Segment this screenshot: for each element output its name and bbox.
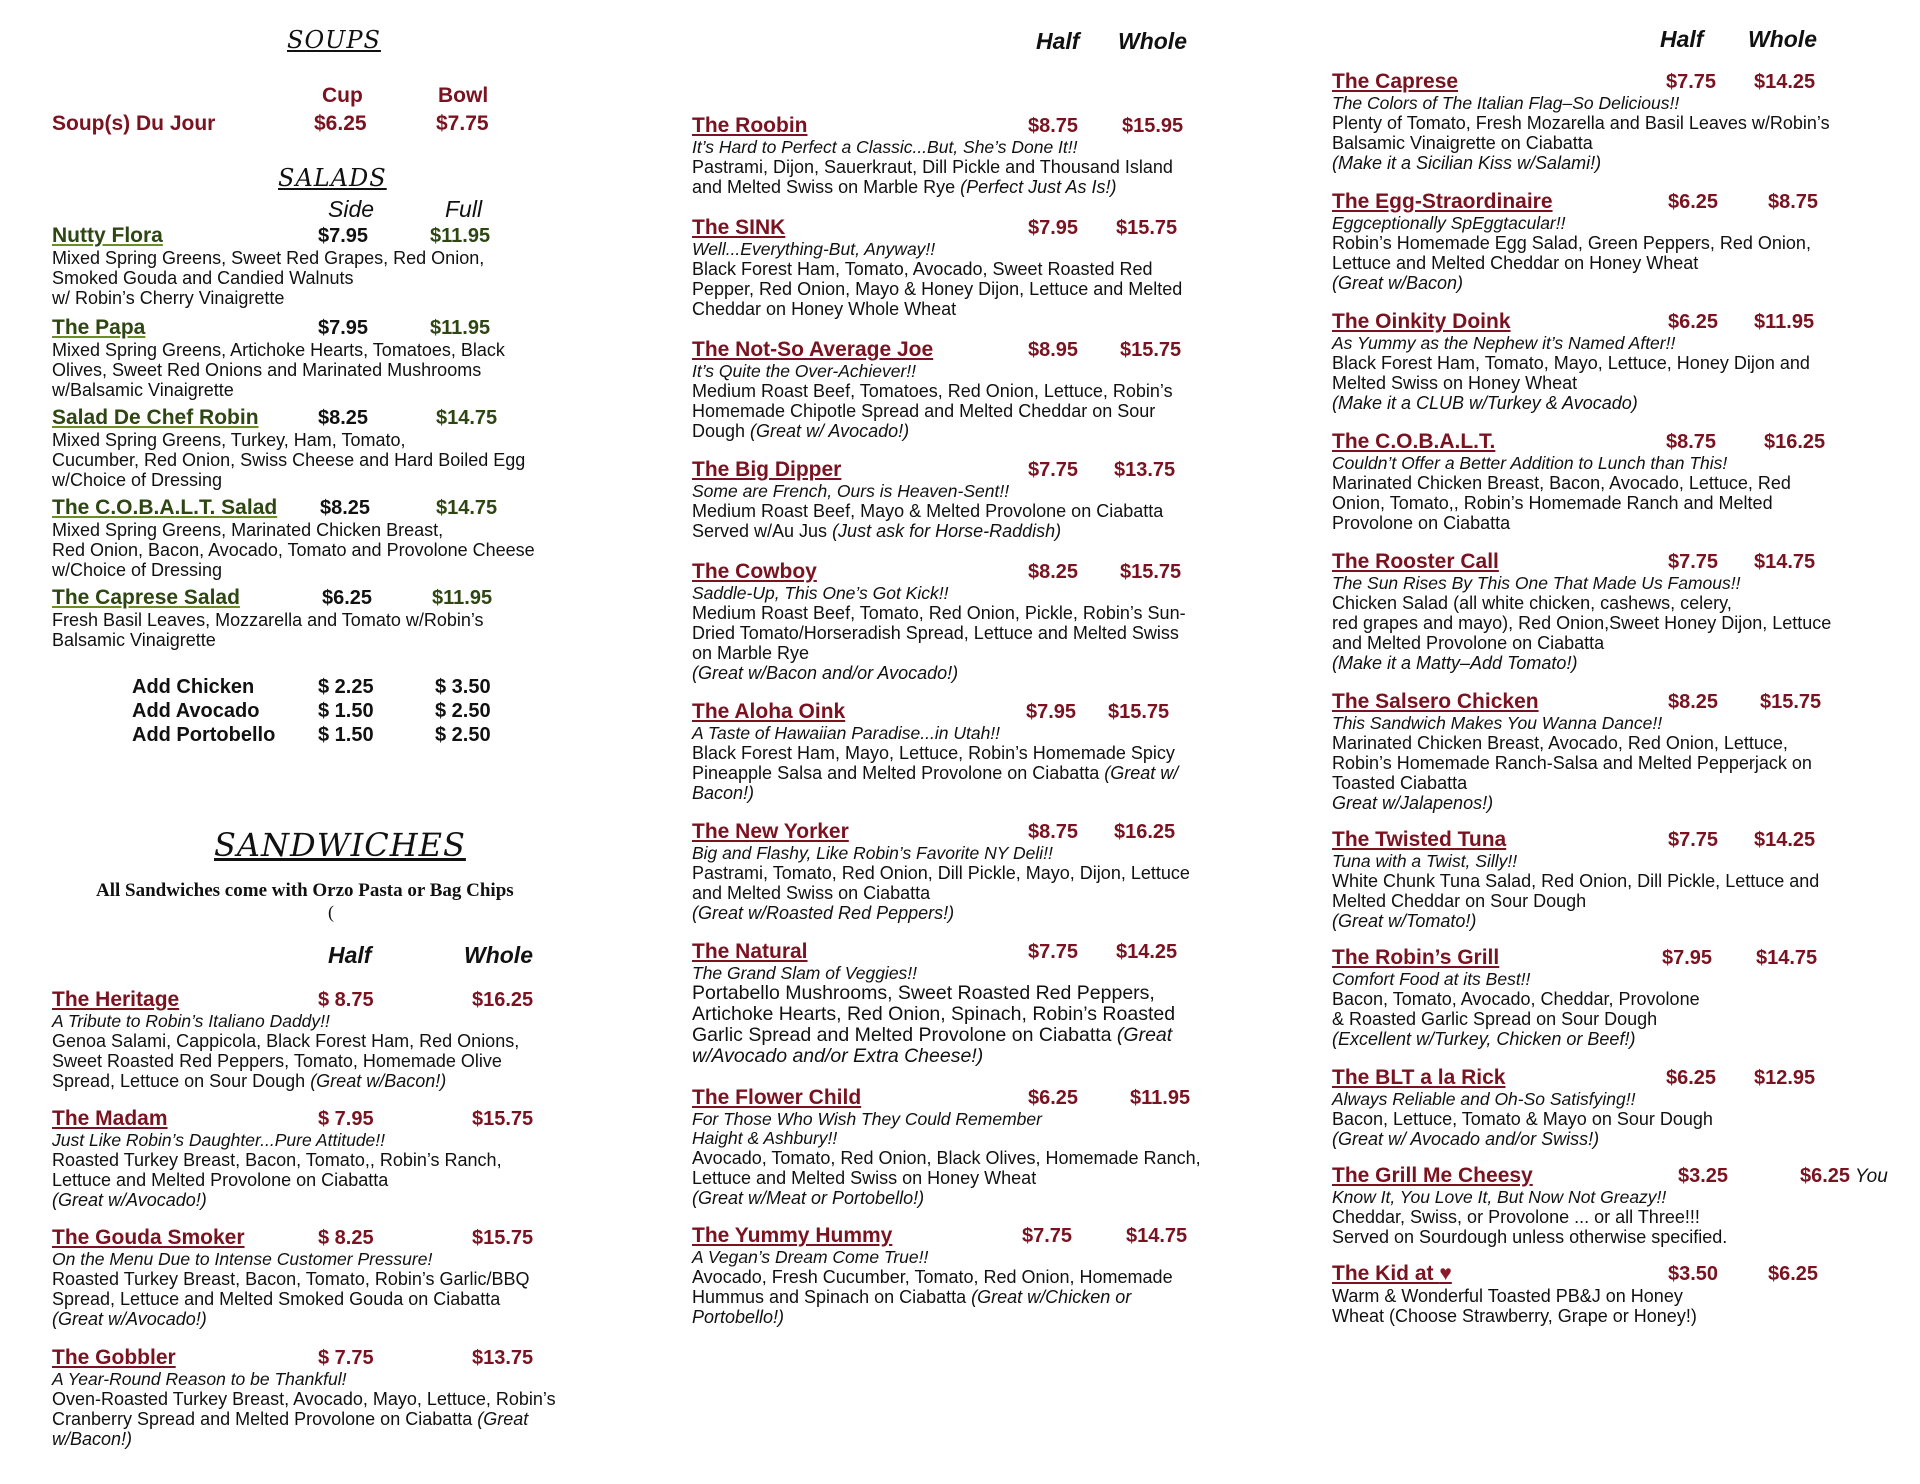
sandwich-name: The Aloha Oink [692, 700, 846, 723]
salad-full-price: $11.95 [430, 225, 491, 247]
sandwich-desc-line: Black Forest Ham, Mayo, Lettuce, Robin’s Homemade Spicy [692, 743, 1175, 763]
soups-heading: SOUPS [287, 26, 381, 54]
sandwich-note: w/Avocado and/or Extra Cheese!) [692, 1045, 984, 1067]
salad-desc-line: Balsamic Vinaigrette [52, 630, 216, 650]
sandwich-desc-line: red grapes and mayo), Red Onion,Sweet Honey Dijon, Lettuce [1332, 613, 1832, 633]
sandwich-desc-line: Balsamic Vinaigrette on Ciabatta [1332, 133, 1593, 153]
sandwich-desc-line: Melted Cheddar on Sour Dough [1332, 891, 1587, 911]
sandwich-desc-line: Robin’s Homemade Egg Salad, Green Peppers, Red Onion, [1332, 233, 1811, 253]
soups-col-cup: Cup [322, 84, 363, 107]
sandwich-desc-line: Chicken Salad (all white chicken, cashews, celery, [1332, 593, 1732, 613]
sandwich-desc-line: & Roasted Garlic Spread on Sour Dough [1332, 1009, 1658, 1029]
sandwich-tagline: Just Like Robin’s Daughter...Pure Attitude!! [52, 1130, 386, 1150]
sandwich-desc-line: Lettuce and Melted Provolone on Ciabatta [52, 1170, 389, 1190]
sandwich-note: (Great w/Bacon and/or Avocado!) [692, 663, 959, 683]
salad-desc-line: Smoked Gouda and Candied Walnuts [52, 268, 354, 288]
sandwich-desc-line: Wheat (Choose Strawberry, Grape or Honey!) [1332, 1306, 1697, 1326]
sandwich-tagline: It’s Hard to Perfect a Classic...But, She’s Done It!! [692, 137, 1078, 157]
sandwich-whole-price: $11.95 [1130, 1087, 1191, 1109]
sandwich-note: (Great w/Avocado!) [52, 1309, 207, 1329]
sandwich-note: w/Bacon!) [52, 1429, 133, 1449]
col1-half-header: Half [328, 942, 372, 968]
sandwich-half-price: $7.95 [1026, 701, 1077, 723]
sandwich-note: Portobello!) [692, 1307, 785, 1327]
sandwich-desc-line: Roasted Turkey Breast, Bacon, Tomato, Robin’s Garlic/BBQ [52, 1269, 530, 1289]
addon-name: Add Chicken [132, 676, 255, 698]
sandwich-desc-line: Avocado, Fresh Cucumber, Tomato, Red Onion, Homemade [692, 1267, 1173, 1287]
salad-desc-line: Olives, Sweet Red Onions and Marinated Mushrooms [52, 360, 482, 380]
sandwich-name: The Not-So Average Joe [692, 338, 934, 361]
sandwich-half-price: $7.95 [1028, 217, 1079, 239]
sandwich-name: The Madam [52, 1107, 168, 1130]
sandwich-name: The Yummy Hummy [692, 1224, 893, 1247]
sandwich-desc-line: Lettuce and Melted Swiss on Honey Wheat [692, 1168, 1037, 1188]
sandwich-tagline: A Taste of Hawaiian Paradise...in Utah!! [692, 723, 1001, 743]
sandwich-item [52, 1226, 617, 1329]
sandwich-item [692, 700, 1262, 803]
sandwich-note: (Great w/Chicken or [971, 1287, 1132, 1307]
sandwich-tagline: Haight & Ashbury!! [692, 1128, 838, 1148]
salad-desc-line: Fresh Basil Leaves, Mozzarella and Tomato w/Robin’s [52, 610, 484, 630]
sandwich-half-price: $7.75 [1028, 941, 1079, 963]
salad-desc-line: w/Balsamic Vinaigrette [52, 380, 234, 400]
sandwich-desc-line: Sweet Roasted Red Peppers, Tomato, Homemade Olive [52, 1051, 502, 1071]
sandwich-name: The Twisted Tuna [1332, 828, 1507, 851]
addon-name: Add Avocado [132, 700, 260, 722]
sandwich-whole-price: $14.75 [1754, 551, 1816, 573]
salad-full-price: $11.95 [430, 317, 491, 339]
sandwich-half-price: $8.75 [1028, 821, 1079, 843]
sandwich-whole-price: $6.25 [1800, 1165, 1851, 1187]
sandwich-desc-line: Cranberry Spread and Melted Provolone on Ciabatta [52, 1409, 478, 1429]
sandwich-whole-price: $16.25 [1114, 821, 1176, 843]
sandwiches-note-paren: ( [328, 902, 334, 922]
sandwich-name: The Robin’s Grill [1332, 946, 1500, 969]
sandwich-desc-line: Pineapple Salsa and Melted Provolone on Ciabatta [692, 763, 1105, 783]
sandwich-half-price: $7.95 [1662, 947, 1713, 969]
salad-full-price: $14.75 [436, 407, 498, 429]
salad-side-price: $6.25 [322, 587, 373, 609]
salad-desc-line: Mixed Spring Greens, Marinated Chicken Breast, [52, 520, 444, 540]
sandwich-name: The Roobin [692, 114, 808, 137]
sandwich-tagline: Some are French, Ours is Heaven-Sent!! [692, 481, 1010, 501]
sandwich-item [692, 560, 1262, 683]
sandwich-tagline: Eggceptionally SpEggtacular!! [1332, 213, 1566, 233]
sandwich-tagline: For Those Who Wish They Could Remember [692, 1109, 1042, 1129]
sandwich-note: (Great w/Avocado!) [52, 1190, 207, 1210]
sandwich-desc-line: Pastrami, Tomato, Red Onion, Dill Pickle, Mayo, Dijon, Lettuce [692, 863, 1190, 883]
sandwich-name: The Egg-Straordinaire [1332, 190, 1553, 213]
sandwich-half-price: $8.75 [1666, 431, 1717, 453]
sandwich-item [52, 1346, 617, 1449]
sandwich-note: (Great w/Bacon) [1332, 273, 1464, 293]
sandwich-desc-line: Marinated Chicken Breast, Bacon, Avocado, Lettuce, Red [1332, 473, 1791, 493]
sandwich-item [692, 940, 1262, 1067]
sandwich-half-price: $3.50 [1668, 1263, 1719, 1285]
salad-desc-line: Mixed Spring Greens, Turkey, Ham, Tomato, [52, 430, 406, 450]
salad-desc-line: w/ Robin’s Cherry Vinaigrette [52, 288, 285, 308]
sandwich-whole-price: $14.75 [1756, 947, 1818, 969]
sandwich-desc-line: Cheddar, Swiss, or Provolone ... or all Three!!! [1332, 1207, 1700, 1227]
sandwich-item [1332, 690, 1907, 813]
sandwich-note: (Excellent w/Turkey, Chicken or Beef!) [1332, 1029, 1636, 1049]
salad-item [52, 586, 617, 650]
sandwich-note: (Make it a Matty–Add Tomato!) [1332, 653, 1578, 673]
sandwich-whole-price: $15.75 [1120, 561, 1182, 583]
sandwich-item [1332, 70, 1907, 173]
sandwich-desc-line: Roasted Turkey Breast, Bacon, Tomato,, Robin’s Ranch, [52, 1150, 502, 1170]
sandwich-whole-price: $15.95 [1122, 115, 1184, 137]
sandwich-tagline: On the Menu Due to Intense Customer Pressure! [52, 1249, 433, 1269]
sandwich-desc-line: Lettuce and Melted Cheddar on Honey Wheat [1332, 253, 1699, 273]
salad-item [52, 496, 617, 580]
sandwich-item [692, 338, 1262, 441]
sandwich-note: (Just ask for Horse-Raddish) [832, 521, 1062, 541]
sandwich-whole-price: $14.75 [1126, 1225, 1188, 1247]
sandwich-desc-line: Hummus and Spinach on Ciabatta [692, 1287, 972, 1307]
sandwich-name: The Heritage [52, 988, 180, 1011]
salad-side-price: $8.25 [318, 407, 369, 429]
sandwich-half-price: $7.75 [1022, 1225, 1073, 1247]
sandwich-tagline: Always Reliable and Oh-So Satisfying!! [1332, 1089, 1636, 1109]
salad-item [52, 406, 617, 490]
sandwich-item [1332, 310, 1907, 413]
sandwich-whole-price: $16.25 [1764, 431, 1826, 453]
sandwich-desc-line: Garlic Spread and Melted Provolone on Ciabatta [692, 1024, 1117, 1046]
sandwich-half-price: $6.25 [1668, 191, 1719, 213]
sandwich-desc-line: Medium Roast Beef, Tomato, Red Onion, Pickle, Robin’s Sun- [692, 603, 1186, 623]
col3-whole-header: Whole [1748, 26, 1817, 52]
sandwich-item [1332, 828, 1907, 931]
sandwich-desc-line: Served on Sourdough unless otherwise specified. [1332, 1227, 1728, 1247]
sandwich-whole-price: $12.95 [1754, 1067, 1816, 1089]
salad-full-price: $14.75 [436, 497, 498, 519]
sandwich-item [692, 820, 1262, 923]
sandwich-tagline: Saddle-Up, This One’s Got Kick!! [692, 583, 949, 603]
salad-name: The Papa [52, 316, 146, 339]
sandwich-note: (Great w/Meat or Portobello!) [692, 1188, 925, 1208]
sandwich-item [1332, 1164, 1907, 1247]
sandwich-item [52, 1107, 617, 1210]
sandwich-name: The Rooster Call [1332, 550, 1499, 573]
addon-full-price: $ 2.50 [435, 700, 491, 722]
sandwich-desc-line: Genoa Salami, Cappicola, Black Forest Ham, Red Onions, [52, 1031, 520, 1051]
sandwich-half-price: $6.25 [1028, 1087, 1079, 1109]
sandwich-tagline: A Year-Round Reason to be Thankful! [52, 1369, 347, 1389]
sandwich-desc-line: Black Forest Ham, Tomato, Avocado, Sweet Roasted Red [692, 259, 1153, 279]
salad-name: Salad De Chef Robin [52, 406, 259, 429]
salads-col-full: Full [445, 196, 483, 222]
sandwich-whole-price: $14.25 [1754, 829, 1816, 851]
sandwich-whole-price: $15.75 [1116, 217, 1178, 239]
sandwich-desc-line: Homemade Chipotle Spread and Melted Cheddar on Sour [692, 401, 1156, 421]
sandwich-name: The Salsero Chicken [1332, 690, 1539, 713]
sandwich-item [1332, 1066, 1907, 1149]
sandwich-desc-line: Onion, Tomato,, Robin’s Homemade Ranch and Melted [1332, 493, 1773, 513]
salad-desc-line: Cucumber, Red Onion, Swiss Cheese and Hard Boiled Egg [52, 450, 526, 470]
sandwich-name: The C.O.B.A.L.T. [1332, 430, 1496, 453]
sandwich-name: The Gobbler [52, 1346, 176, 1369]
sandwich-tagline: As Yummy as the Nephew it’s Named After!! [1332, 333, 1676, 353]
sandwich-whole-price: $16.25 [472, 989, 534, 1011]
salad-side-price: $7.95 [318, 225, 369, 247]
sandwich-half-price: $ 7.75 [318, 1347, 374, 1369]
sandwich-half-price: $ 8.25 [318, 1227, 374, 1249]
sandwich-whole-price: $13.75 [1114, 459, 1176, 481]
sandwich-whole-price: $15.75 [472, 1108, 534, 1130]
sandwich-name: The Natural [692, 940, 808, 963]
soup-du-jour-bowl-price: $7.75 [436, 112, 489, 135]
salads-col-side: Side [328, 196, 375, 222]
sandwich-name: The New Yorker [692, 820, 849, 843]
sandwich-whole-price: $13.75 [472, 1347, 534, 1369]
sandwich-tagline: Big and Flashy, Like Robin’s Favorite NY Deli!! [692, 843, 1053, 863]
sandwich-whole-price: $14.25 [1116, 941, 1178, 963]
heart-icon: ♥ [1439, 1262, 1452, 1285]
salad-desc-line: Mixed Spring Greens, Sweet Red Grapes, Red Onion, [52, 248, 485, 268]
sandwich-name: The Cowboy [692, 560, 817, 583]
sandwich-whole-price: $8.75 [1768, 191, 1819, 213]
sandwich-tagline: Couldn’t Offer a Better Addition to Lunch than This! [1332, 453, 1728, 473]
salad-desc-line: Mixed Spring Greens, Artichoke Hearts, Tomatoes, Black [52, 340, 505, 360]
sandwich-whole-price: $15.75 [1108, 701, 1170, 723]
salad-name: The Caprese Salad [52, 586, 240, 609]
sandwich-item [692, 1224, 1262, 1327]
sandwich-desc-line: Medium Roast Beef, Tomatoes, Red Onion, Lettuce, Robin’s [692, 381, 1173, 401]
sandwich-tagline: A Vegan’s Dream Come True!! [692, 1247, 929, 1267]
col3-half-header: Half [1660, 26, 1704, 52]
sandwich-desc-line: Oven-Roasted Turkey Breast, Avocado, Mayo, Lettuce, Robin’s [52, 1389, 556, 1409]
sandwich-desc-line: Toasted Ciabatta [1332, 773, 1468, 793]
sandwich-desc-line: Bacon, Tomato, Avocado, Cheddar, Provolone [1332, 989, 1700, 1009]
salad-name: The C.O.B.A.L.T. Salad [52, 496, 278, 519]
sandwich-desc-line: Robin’s Homemade Ranch-Salsa and Melted Pepperjack on [1332, 753, 1812, 773]
sandwich-desc-line: Warm & Wonderful Toasted PB&J on Honey [1332, 1286, 1683, 1306]
sandwich-desc-line: Bacon, Lettuce, Tomato & Mayo on Sour Dough [1332, 1109, 1713, 1129]
sandwich-note: (Great w/Roasted Red Peppers!) [692, 903, 955, 923]
sandwich-half-price: $3.25 [1678, 1165, 1729, 1187]
sandwich-tagline: Comfort Food at its Best!! [1332, 969, 1531, 989]
sandwich-item [692, 1086, 1262, 1208]
col1-whole-header: Whole [464, 942, 533, 968]
sandwich-whole-price: $11.95 [1754, 311, 1815, 333]
sandwich-item [692, 216, 1262, 319]
sandwich-desc-line: Portabello Mushrooms, Sweet Roasted Red Peppers, [692, 982, 1155, 1004]
sandwich-item [1332, 946, 1907, 1049]
sandwich-desc-line: Spread, Lettuce on Sour Dough [52, 1071, 311, 1091]
addon-name: Add Portobello [132, 724, 276, 746]
sandwich-name: The Gouda Smoker [52, 1226, 245, 1249]
sandwich-item [1332, 430, 1907, 533]
sandwich-desc-line: Plenty of Tomato, Fresh Mozarella and Basil Leaves w/Robin’s [1332, 113, 1830, 133]
sandwich-tagline: Well...Everything-But, Anyway!! [692, 239, 936, 259]
sandwich-tagline: The Sun Rises By This One That Made Us Famous!! [1332, 573, 1741, 593]
salads-heading: SALADS [278, 164, 387, 192]
sandwich-note: (Make it a CLUB w/Turkey & Avocado) [1332, 393, 1638, 413]
sandwich-desc-line: and Melted Swiss on Marble Rye [692, 177, 961, 197]
sandwich-half-price: $ 8.75 [318, 989, 374, 1011]
sandwich-desc-line: White Chunk Tuna Salad, Red Onion, Dill Pickle, Lettuce and [1332, 871, 1820, 891]
sandwich-name: The SINK [692, 216, 786, 239]
sandwich-note: (Great w/Tomato!) [1332, 911, 1477, 931]
sandwich-desc-line: Avocado, Tomato, Red Onion, Black Olives, Homemade Ranch, [692, 1148, 1201, 1168]
sandwich-note: (Make it a Sicilian Kiss w/Salami!) [1332, 153, 1602, 173]
addon-side-price: $ 1.50 [318, 724, 374, 746]
soups-col-bowl: Bowl [438, 84, 489, 107]
salad-item [52, 224, 617, 308]
sandwich-desc-line: Dried Tomato/Horseradish Spread, Lettuce and Melted Swiss [692, 623, 1179, 643]
sandwich-name: The Oinkity Doink [1332, 310, 1511, 333]
sandwich-half-price: $6.25 [1668, 311, 1719, 333]
sandwich-note: (Great w/ Avocado and/or Swiss!) [1332, 1129, 1600, 1149]
sandwich-item [1332, 190, 1907, 293]
sandwich-name: The Caprese [1332, 70, 1459, 93]
sandwich-desc-line: Pepper, Red Onion, Mayo & Honey Dijon, Lettuce and Melted [692, 279, 1183, 299]
sandwich-half-price: $7.75 [1028, 459, 1079, 481]
sandwiches-heading: SANDWICHES [214, 826, 466, 864]
addon-side-price: $ 1.50 [318, 700, 374, 722]
sandwich-half-price: $7.75 [1666, 71, 1717, 93]
sandwich-item [692, 458, 1262, 541]
sandwich-half-price: $8.95 [1028, 339, 1079, 361]
sandwich-desc-line: Artichoke Hearts, Red Onion, Spinach, Robin’s Roasted [692, 1003, 1176, 1025]
sandwich-note: (Great [477, 1409, 529, 1429]
sandwich-note: (Perfect Just As Is!) [960, 177, 1117, 197]
sandwich-tagline: This Sandwich Makes You Wanna Dance!! [1332, 713, 1663, 733]
sandwich-item [1332, 550, 1907, 673]
sandwich-desc-line: Dough [692, 421, 751, 441]
sandwich-desc-line: and Melted Swiss on Ciabatta [692, 883, 931, 903]
sandwich-half-price: $8.25 [1028, 561, 1079, 583]
sandwich-tagline: The Colors of The Italian Flag–So Delicious!! [1332, 93, 1680, 113]
salad-side-price: $8.25 [320, 497, 371, 519]
salad-item [52, 316, 617, 400]
sandwich-half-price: $8.25 [1668, 691, 1719, 713]
sandwich-tagline: The Grand Slam of Veggies!! [692, 963, 918, 983]
sandwich-note: (Great w/Bacon!) [310, 1071, 447, 1091]
salad-name: Nutty Flora [52, 224, 163, 247]
sandwich-name: The Big Dipper [692, 458, 842, 481]
sandwich-whole-price: $15.75 [472, 1227, 534, 1249]
soup-du-jour-cup-price: $6.25 [314, 112, 367, 135]
sandwich-note: (Great w/ [1104, 763, 1179, 783]
sandwich-note: (Great w/ Avocado!) [750, 421, 910, 441]
sandwiches-note: All Sandwiches come with Orzo Pasta or Bag Chips [96, 880, 514, 901]
sandwich-desc-line: Provolone on Ciabatta [1332, 513, 1511, 533]
sandwich-half-price: $8.75 [1028, 115, 1079, 137]
sandwich-item [1332, 1262, 1907, 1326]
sandwich-desc-line: Pastrami, Dijon, Sauerkraut, Dill Pickle and Thousand Island [692, 157, 1173, 177]
sandwich-item [692, 114, 1262, 197]
salad-side-price: $7.95 [318, 317, 369, 339]
sandwich-desc-line: Melted Swiss on Honey Wheat [1332, 373, 1578, 393]
sandwich-desc-line: Cheddar on Honey Whole Wheat [692, 299, 957, 319]
sandwich-tagline: It’s Quite the Over-Achiever!! [692, 361, 917, 381]
sandwich-tagline: Know It, You Love It, But Now Not Greazy!! [1332, 1187, 1667, 1207]
sandwich-desc-line: Served w/Au Jus [692, 521, 833, 541]
sandwich-item [52, 988, 617, 1091]
sandwich-name: The Flower Child [692, 1086, 862, 1109]
col2-whole-header: Whole [1118, 28, 1187, 54]
addon-full-price: $ 3.50 [435, 676, 491, 698]
sandwich-whole-extra: You [1850, 1166, 1888, 1187]
sandwich-desc-line: Medium Roast Beef, Mayo & Melted Provolone on Ciabatta [692, 501, 1164, 521]
addon-side-price: $ 2.25 [318, 676, 374, 698]
salad-desc-line: Red Onion, Bacon, Avocado, Tomato and Provolone Cheese [52, 540, 535, 560]
sandwich-tagline: Tuna with a Twist, Silly!! [1332, 851, 1518, 871]
sandwich-name: The Grill Me Cheesy [1332, 1164, 1533, 1187]
sandwich-half-price: $7.75 [1668, 829, 1719, 851]
sandwich-desc-line: Spread, Lettuce and Melted Smoked Gouda on Ciabatta [52, 1289, 501, 1309]
sandwich-whole-price: $15.75 [1760, 691, 1822, 713]
sandwich-half-price: $6.25 [1666, 1067, 1717, 1089]
sandwich-name: The Kid at [1332, 1262, 1440, 1285]
salad-full-price: $11.95 [432, 587, 493, 609]
salad-desc-line: w/Choice of Dressing [52, 560, 223, 580]
sandwich-note: (Great [1116, 1024, 1173, 1046]
sandwich-name: The BLT a la Rick [1332, 1066, 1506, 1089]
soup-du-jour-name: Soup(s) Du Jour [52, 112, 216, 135]
sandwich-desc-line: on Marble Rye [692, 643, 810, 663]
sandwich-note: Bacon!) [692, 783, 755, 803]
salad-desc-line: w/Choice of Dressing [52, 470, 223, 490]
sandwich-whole-price: $15.75 [1120, 339, 1182, 361]
sandwich-tagline: A Tribute to Robin’s Italiano Daddy!! [52, 1011, 330, 1031]
sandwich-desc-line: and Melted Provolone on Ciabatta [1332, 633, 1605, 653]
sandwich-whole-price: $6.25 [1768, 1263, 1819, 1285]
col2-half-header: Half [1036, 28, 1080, 54]
sandwich-half-price: $7.75 [1668, 551, 1719, 573]
sandwich-note: Great w/Jalapenos!) [1332, 793, 1494, 813]
sandwich-desc-line: Black Forest Ham, Tomato, Mayo, Lettuce, Honey Dijon and [1332, 353, 1810, 373]
sandwich-half-price: $ 7.95 [318, 1108, 374, 1130]
sandwich-whole-price: $14.25 [1754, 71, 1816, 93]
sandwich-desc-line: Marinated Chicken Breast, Avocado, Red Onion, Lettuce, [1332, 733, 1788, 753]
addon-full-price: $ 2.50 [435, 724, 491, 746]
